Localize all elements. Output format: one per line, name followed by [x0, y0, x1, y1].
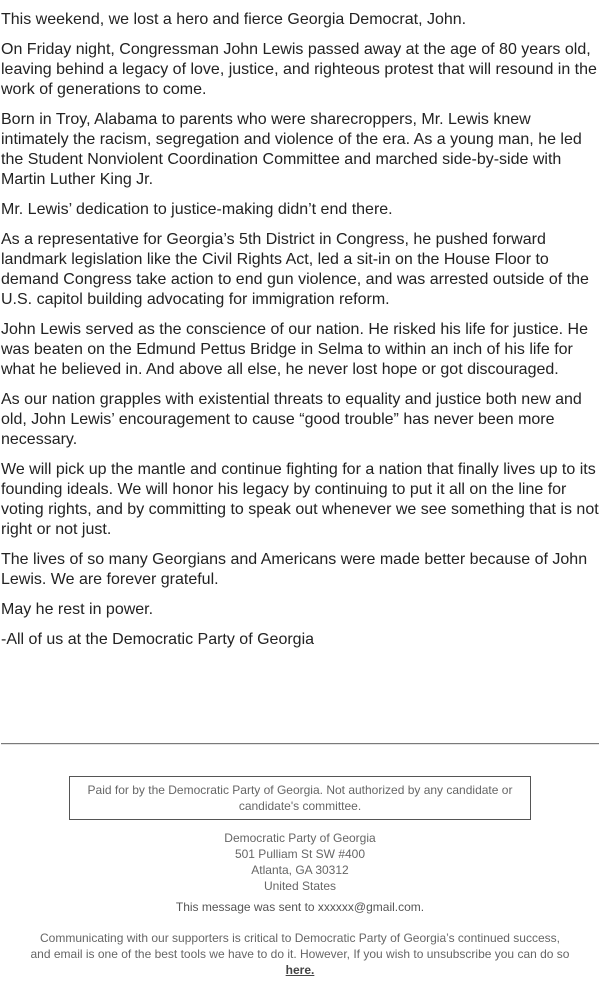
paragraph-grateful: The lives of so many Georgians and Americans were made better because of John Lewis. We are forever grateful. — [1, 551, 588, 588]
paragraph-congress: As a representative for Georgia’s 5th District in Congress, he pushed forward landmark legislation like the Civil Rights Act, led a sit-in on the House Floor to demand Congress take action to end gun violence, and was arrested outside of the U.S. capitol building advocating for immigration reform. — [1, 231, 589, 308]
address-city: Atlanta, GA 30312 — [251, 863, 349, 877]
paragraph-passing: On Friday night, Congressman John Lewis passed away at the age of 80 years old, leaving behind a legacy of love, justice, and righteous protest that will resound in the work of generations to come. — [1, 41, 597, 98]
paragraph-dedication: Mr. Lewis’ dedication to justice-making didn’t end there. — [1, 201, 393, 218]
paragraph-biography: Born in Troy, Alabama to parents who were sharecroppers, Mr. Lewis knew intimately the racism, segregation and violence of the era. As a young man, he led the Student Nonviolent Coordination Committee and marched side-by-side with Martin Luther King Jr. — [1, 111, 582, 188]
paid-for-disclaimer — [69, 776, 531, 820]
paragraph-rest-in-power: May he rest in power. — [1, 601, 154, 618]
paragraph-conscience: John Lewis served as the conscience of our nation. He risked his life for justice. He was beaten on the Edmund Pettus Bridge in Selma to within an inch of his life for what he believed in. And above all else, he never lost hope or got discouraged. — [1, 321, 588, 378]
address-country: United States — [263, 879, 337, 893]
paragraph-good-trouble: As our nation grapples with existential threats to equality and justice both new and old, John Lewis’ encouragement to cause “good trouble” has never been more necessary. — [1, 391, 582, 448]
paragraph-mantle: We will pick up the mantle and continue fighting for a nation that finally lives up to its founding ideals. We will honor his legacy by continuing to put it all on the line for voting rights, and by committing to speak out whenever we see something that is not right or not just. — [1, 461, 599, 538]
address-org: Democratic Party of Georgia — [224, 831, 376, 845]
address-street: 501 Pulliam St SW #400 — [234, 847, 366, 861]
letter-body — [1, 10, 600, 660]
unsubscribe-link[interactable]: here. — [285, 963, 315, 977]
disclaimer-text: Paid for by the Democratic Party of Georgia. Not authorized by any candidate or candidate's committee. — [87, 783, 513, 813]
unsubscribe-text: Communicating with our supporters is critical to Democratic Party of Georgia’s continued success, and email is one of the best tools we have to do it. However, If you wish to unsubscribe you can do so — [30, 931, 570, 961]
sent-to-notice: This message was sent to xxxxxx@gmail.com. — [175, 900, 425, 914]
signature: -All of us at the Democratic Party of Georgia — [1, 631, 315, 648]
paragraph-intro: This weekend, we lost a hero and fierce Georgia Democrat, John. — [1, 11, 467, 28]
footer-divider — [1, 743, 599, 745]
unsubscribe-notice — [30, 930, 570, 978]
mailing-address — [0, 830, 600, 894]
